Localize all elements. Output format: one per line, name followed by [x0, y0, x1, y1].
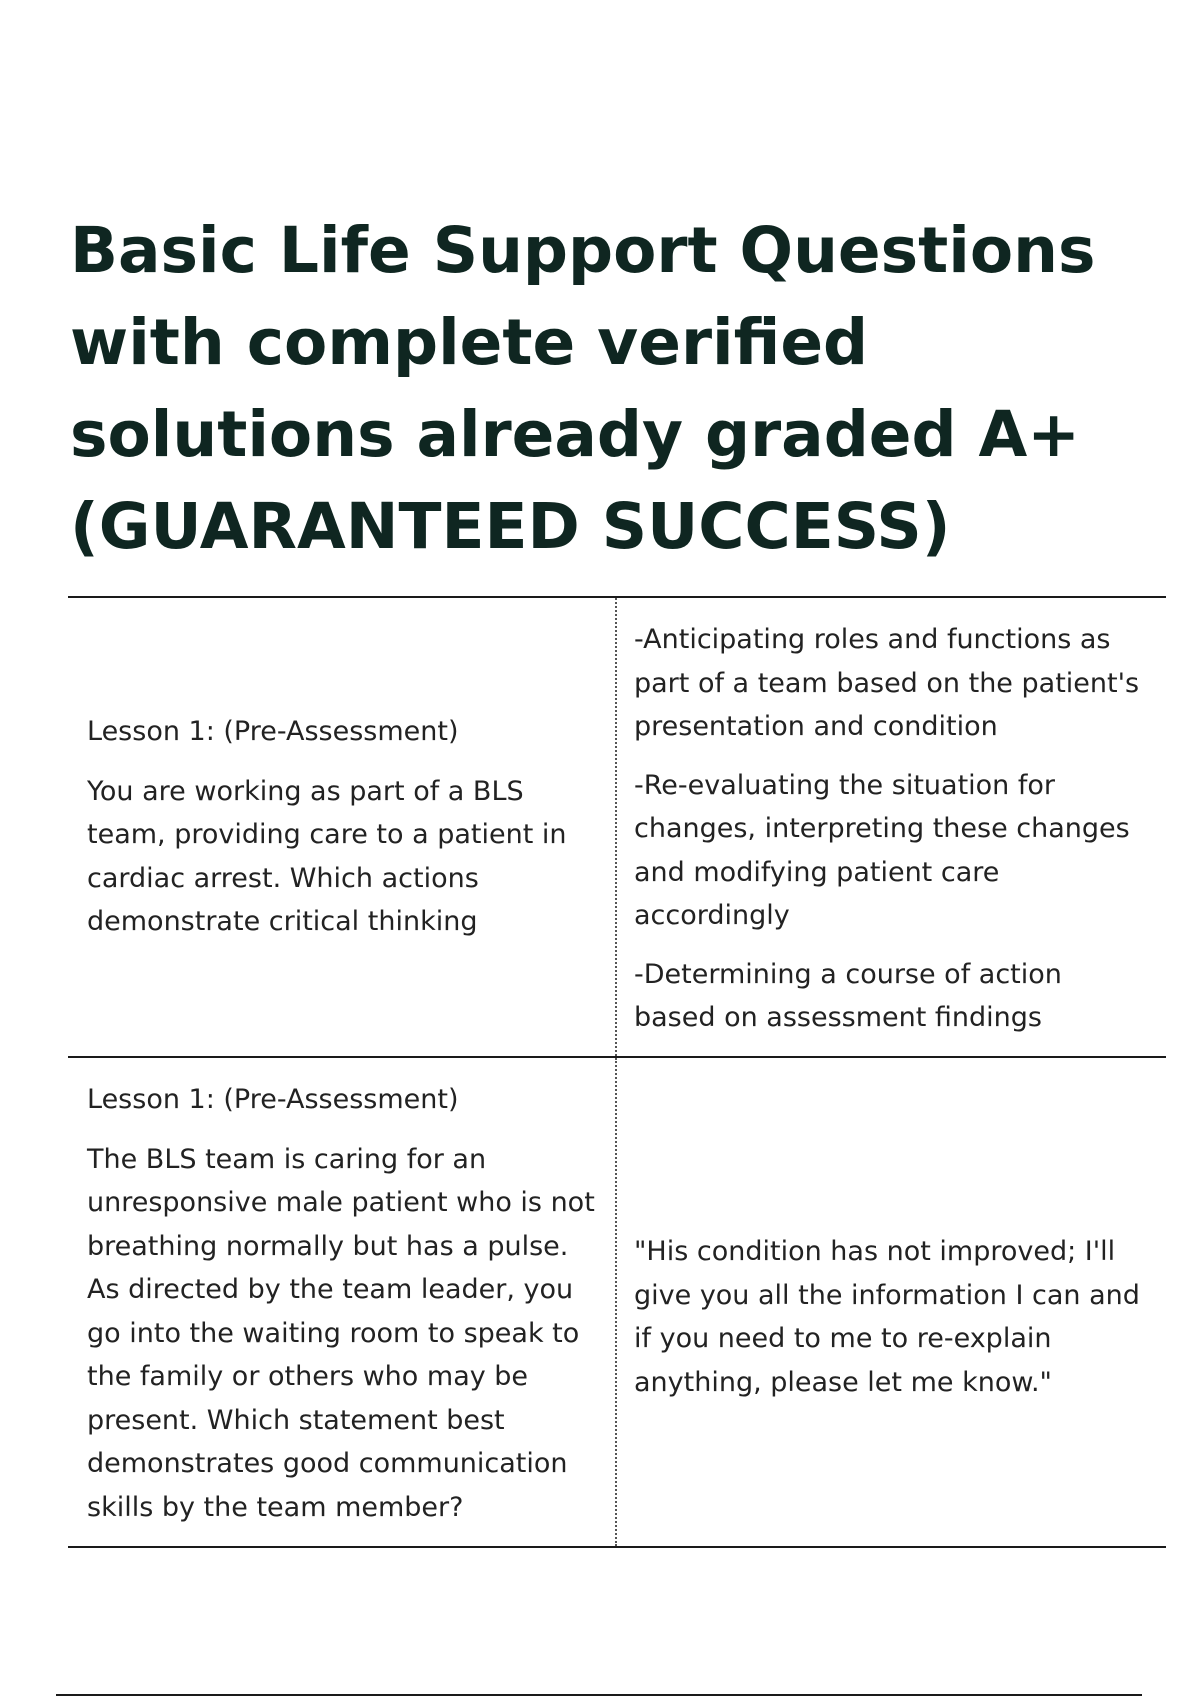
answer-line: based on assessment findings [634, 1002, 1042, 1033]
answer-line: changes, interpreting these changes [634, 813, 1130, 844]
title-line: with complete verified [70, 306, 869, 379]
answer-line: presentation and condition [634, 711, 998, 742]
answer-line: accordingly [634, 900, 790, 931]
question-line: As directed by the team leader, you [87, 1274, 574, 1305]
title-line: (GUARANTEED SUCCESS) [70, 490, 951, 563]
answer-paragraph [634, 764, 1156, 938]
question-line: The BLS team is caring for an [87, 1143, 487, 1175]
title-line: solutions already graded A+ [70, 398, 1081, 471]
answer-line: -Anticipating roles and functions as [634, 624, 1111, 655]
lesson-label: Lesson 1: (Pre-Assessment) [87, 716, 459, 748]
question-line: team, providing care to a patient in [87, 819, 567, 851]
answer-cell [617, 598, 1166, 1056]
question-line: breathing normally but has a pulse. [87, 1230, 569, 1262]
answer-cell [617, 1058, 1166, 1546]
qa-row [68, 1058, 1166, 1548]
title-line: Basic Life Support Questions [70, 214, 1096, 287]
qa-table [68, 596, 1166, 1548]
question-line: go into the waiting room to speak to [87, 1317, 580, 1349]
question-line: demonstrates good communication [87, 1448, 568, 1479]
question-cell [68, 598, 617, 1056]
answer-line: if you need to me to re-explain [634, 1323, 1052, 1354]
answer-line: anything, please let me know." [634, 1366, 1052, 1398]
lesson-label: Lesson 1: (Pre-Assessment) [87, 1084, 459, 1115]
answer-line: -Determining a course of action [634, 958, 1062, 990]
question-line: skills by the team member? [87, 1491, 464, 1523]
question-text [87, 1138, 605, 1530]
question-line: unresponsive male patient who is not [87, 1187, 595, 1218]
question-line: You are working as part of a BLS [87, 775, 524, 807]
question-line: the family or others who may be [87, 1361, 529, 1392]
page-footer-rule [56, 1694, 1142, 1696]
answer-line: "His condition has not improved; I'll [634, 1236, 1116, 1267]
question-line: present. Which statement best [87, 1404, 505, 1436]
question-line: cardiac arrest. Which actions [87, 862, 479, 894]
answer-line: part of a team based on the patient's [634, 667, 1140, 699]
answer-line: -Re-evaluating the situation for [634, 769, 1055, 801]
qa-row [68, 598, 1166, 1058]
question-cell [68, 1058, 617, 1546]
answer-line: give you all the information I can and [634, 1279, 1140, 1311]
answer-paragraph [634, 1230, 1156, 1404]
question-text [87, 770, 605, 944]
answer-paragraph [634, 618, 1156, 749]
answer-paragraph [634, 953, 1156, 1040]
question-line: demonstrate critical thinking [87, 906, 478, 938]
answer-line: and modifying patient care [634, 856, 1000, 888]
document-title [70, 205, 1150, 573]
